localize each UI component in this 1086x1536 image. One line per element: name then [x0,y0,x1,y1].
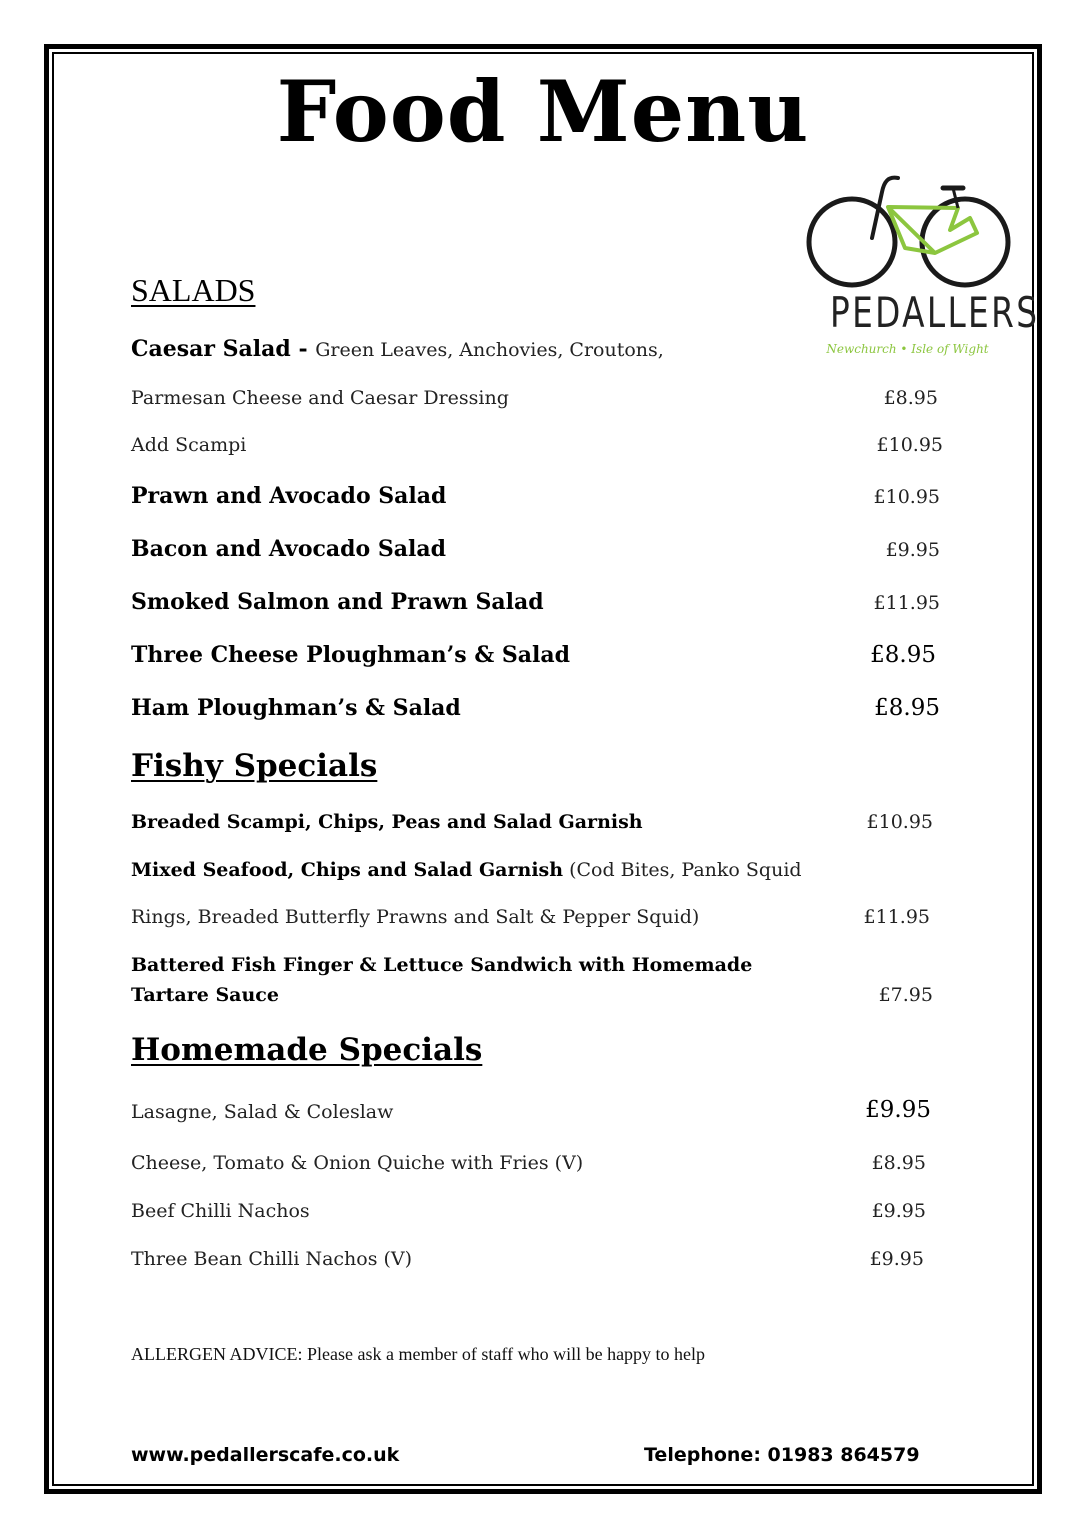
bicycle-icon [800,170,1015,290]
menu-item-prawn-avocado: Prawn and Avocado Salad [131,483,447,509]
section-heading-homemade-specials: Homemade Specials [131,1032,483,1068]
menu-item-fish-finger-sandwich-line2: Tartare Sauce [131,984,279,1006]
item-name: Caesar Salad [131,336,291,362]
menu-item-fish-finger-sandwich: Battered Fish Finger & Lettuce Sandwich with Homemade [131,954,753,976]
menu-item-three-bean-nachos: Three Bean Chilli Nachos (V) [131,1248,413,1270]
allergen-advice: ALLERGEN ADVICE: Please ask a member of staff who will be happy to help [131,1344,706,1364]
menu-item-quiche: Cheese, Tomato & Onion Quiche with Fries (V) [131,1152,584,1174]
item-price: £11.95 [863,906,930,928]
section-heading-fishy-specials: Fishy Specials [131,748,378,784]
menu-item-breaded-scampi: Breaded Scampi, Chips, Peas and Salad Garnish [131,811,643,833]
item-price: £8.95 [870,642,936,668]
item-separator: - [290,336,316,362]
menu-item-mixed-seafood [131,859,802,881]
logo-tagline: Newchurch • Isle of Wight [826,342,989,356]
item-price: £10.95 [873,486,940,508]
pedallers-logo [800,170,1040,370]
item-price: £11.95 [873,592,940,614]
menu-item-caesar-salad [131,336,664,362]
item-price: £10.95 [866,811,933,833]
menu-item-lasagne: Lasagne, Salad & Coleslaw [131,1101,394,1123]
item-description: (Cod Bites, Panko Squid [563,859,802,881]
menu-item-add-scampi: Add Scampi [131,434,247,456]
item-price: £9.95 [865,1097,931,1123]
item-price: £8.95 [883,387,938,409]
item-price: £8.95 [874,695,940,721]
menu-item-ham-ploughmans: Ham Ploughman’s & Salad [131,695,461,721]
item-price: £10.95 [876,434,943,456]
item-description-continued: Parmesan Cheese and Caesar Dressing [131,387,509,409]
item-description-continued: Rings, Breaded Butterfly Prawns and Salt & Pepper Squid) [131,906,700,928]
menu-item-beef-chilli-nachos: Beef Chilli Nachos [131,1200,310,1222]
item-name: Mixed Seafood, Chips and Salad Garnish [131,859,564,881]
menu-item-smoked-salmon-prawn: Smoked Salmon and Prawn Salad [131,589,544,615]
menu-item-bacon-avocado: Bacon and Avocado Salad [131,536,447,562]
item-price: £9.95 [871,1200,926,1222]
item-price: £9.95 [869,1248,924,1270]
footer-website: www.pedallerscafe.co.uk [131,1444,400,1466]
footer-telephone: Telephone: 01983 864579 [644,1444,920,1466]
section-heading-salads: SALADS [131,272,256,308]
item-description: Green Leaves, Anchovies, Croutons, [315,339,664,361]
logo-wordmark: PEDALLERS [830,288,1040,337]
item-price: £7.95 [878,984,933,1006]
item-price: £9.95 [885,539,940,561]
menu-item-three-cheese-ploughmans: Three Cheese Ploughman’s & Salad [131,642,570,668]
item-price: £8.95 [871,1152,926,1174]
page-title: Food Menu [276,62,810,161]
